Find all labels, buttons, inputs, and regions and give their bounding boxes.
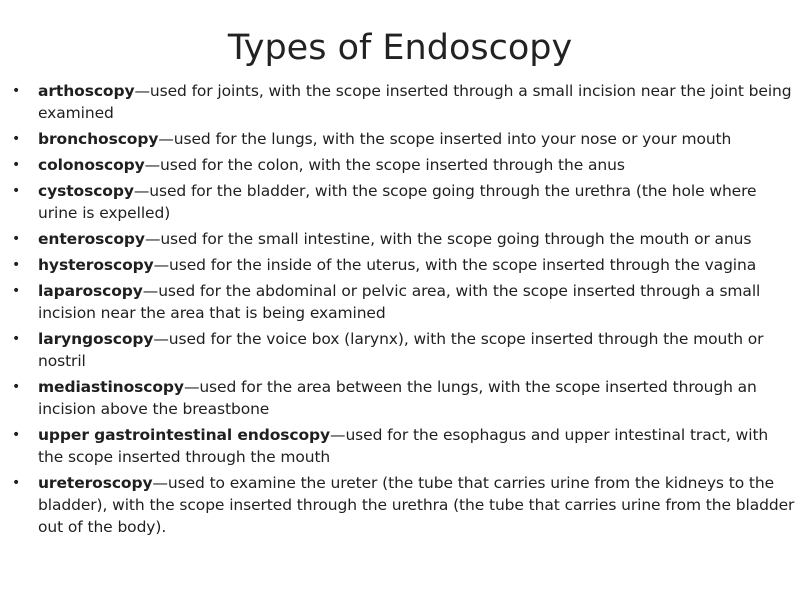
term-label: laparoscopy: [38, 282, 143, 300]
bullet-icon: •: [12, 331, 21, 347]
term-description: —used for the small intestine, with the scope going through the mouth or anus: [144, 230, 752, 248]
bullet-icon: •: [12, 257, 21, 273]
bullet-icon: •: [12, 183, 21, 199]
list-item: [12, 376, 798, 420]
list-item: [12, 254, 798, 276]
list-item: [12, 128, 798, 150]
bullet-icon: •: [12, 83, 21, 99]
bullet-icon: •: [12, 157, 21, 173]
bullet-icon: •: [12, 379, 21, 395]
term-description: —used for joints, with the scope inserted through a small incision near the joint being examined: [38, 82, 792, 122]
list-item: [12, 424, 798, 468]
list-item: [12, 228, 798, 250]
bullet-icon: •: [12, 475, 21, 491]
term-description: —used for the voice box (larynx), with the scope inserted through the mouth or nostril: [38, 330, 764, 370]
term-label: colonoscopy: [38, 156, 145, 174]
list-item: [12, 154, 798, 176]
bullet-icon: •: [12, 283, 21, 299]
term-label: arthoscopy: [38, 82, 135, 100]
list-item: [12, 180, 798, 224]
term-description: —used for the area between the lungs, with the scope inserted through an incision above the breastbone: [38, 378, 757, 418]
term-label: upper gastrointestinal endoscopy: [38, 426, 331, 444]
term-label: bronchoscopy: [38, 130, 159, 148]
bullet-list: [12, 80, 798, 542]
list-item: [12, 328, 798, 372]
bullet-icon: •: [12, 427, 21, 443]
term-label: laryngoscopy: [38, 330, 154, 348]
list-item: [12, 80, 798, 124]
term-description: —used for the inside of the uterus, with the scope inserted through the vagina: [153, 256, 757, 274]
term-description: —used for the lungs, with the scope inserted into your nose or your mouth: [158, 130, 732, 148]
term-label: mediastinoscopy: [38, 378, 184, 396]
term-description: —used for the esophagus and upper intestinal tract, with the scope inserted through the mouth: [38, 426, 769, 466]
list-item: [12, 472, 798, 538]
bullet-icon: •: [12, 231, 21, 247]
term-description: —used for the abdominal or pelvic area, with the scope inserted through a small incision near the area that is being examined: [38, 282, 761, 322]
term-label: enteroscopy: [38, 230, 145, 248]
bullet-icon: •: [12, 131, 21, 147]
list-item: [12, 280, 798, 324]
term-description: —used to examine the ureter (the tube that carries urine from the kidneys to the bladder), with the scope inserted through the urethra (the tube that carries urine from the bladder out of the body).: [38, 474, 795, 536]
term-label: cystoscopy: [38, 182, 134, 200]
term-description: —used for the bladder, with the scope going through the urethra (the hole where urine is expelled): [38, 182, 757, 222]
term-label: hysteroscopy: [38, 256, 154, 274]
slide-title: Types of Endoscopy: [227, 28, 573, 68]
term-description: —used for the colon, with the scope inserted through the anus: [144, 156, 625, 174]
term-label: ureteroscopy: [38, 474, 153, 492]
